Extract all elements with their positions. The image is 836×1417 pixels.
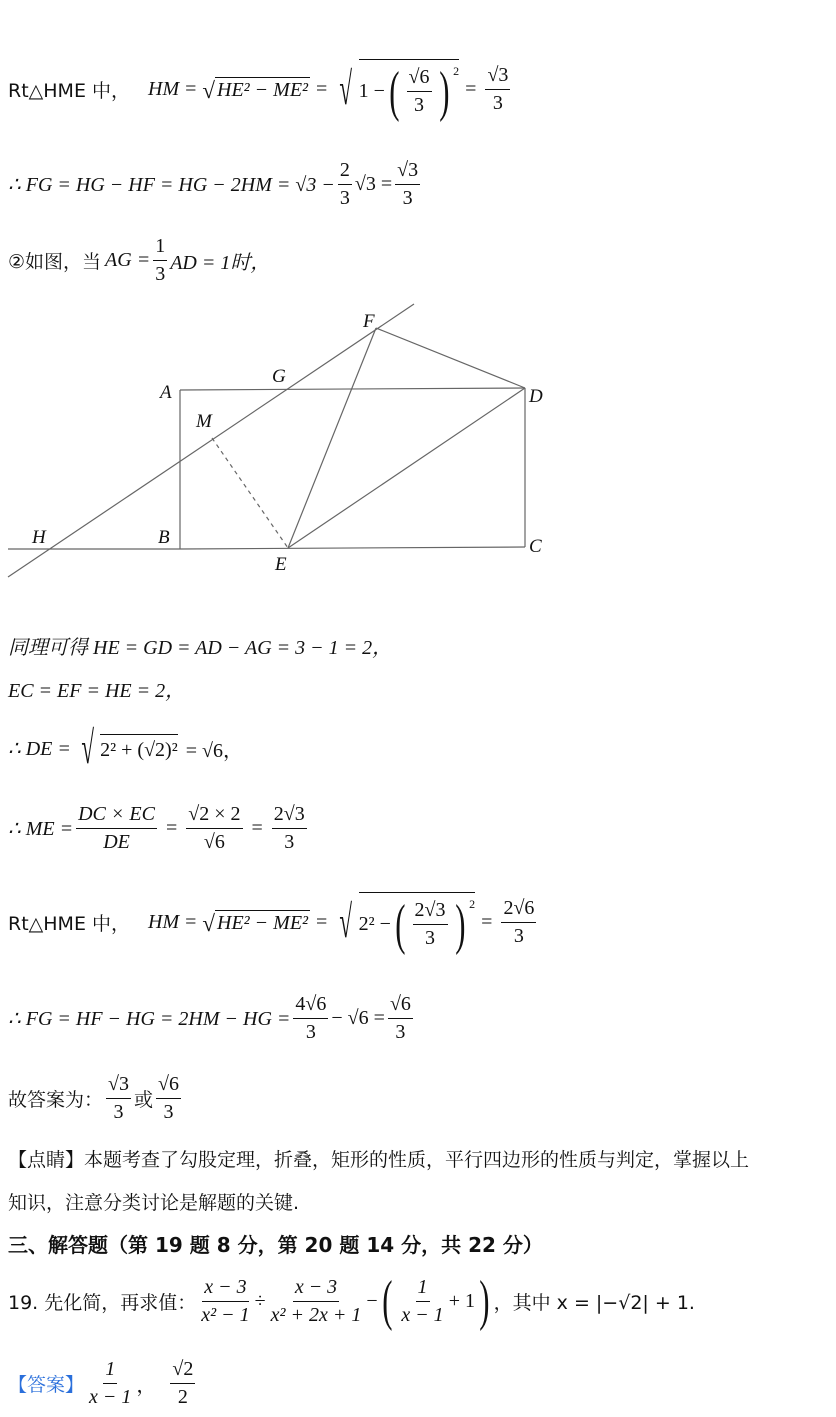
line-ed xyxy=(288,388,525,548)
line-rt-hme-2: Rt△HME 中， HM = √ HE² − ME² = √ 2² − ( $\frac{2√3}{3}$ ) $^2$ = $\frac{2√6}{3}$ xyxy=(8,893,535,956)
label-h: H xyxy=(32,527,46,548)
fraction: $\frac{4√6}{3}$ xyxy=(295,992,327,1043)
fraction: $\frac{√3}{3}$ xyxy=(397,158,419,209)
fraction: $\frac{2}{3}$ xyxy=(339,158,350,209)
line-he-gd: 同理可得 HE = GD = AD − AG = 3 − 1 = 2， xyxy=(8,636,393,659)
fraction: $\frac{√2 \times 2}{√6}$ xyxy=(188,802,241,853)
fraction: $\frac{x - 3}{\text{x² − 1}}$ xyxy=(201,1275,250,1326)
answer-line: 【答案】 $\frac{1}{x - 1}$ ， $\frac{√2}{2}$ xyxy=(8,1357,194,1408)
line-final-answer: 故答案为： $\frac{√3}{3}$ 或 $\frac{√6}{3}$ xyxy=(8,1072,179,1123)
label-d: D xyxy=(529,386,543,407)
comment-line-1: 【点睛】本题考查了勾股定理，折叠，矩形的性质，平行四边形的性质与判定，掌握以上 xyxy=(8,1148,750,1171)
line-hf xyxy=(8,304,414,577)
fraction: $\frac{1}{x - 1}$ xyxy=(89,1357,132,1408)
fraction: $\frac{1}{x - 1}$ xyxy=(401,1275,444,1326)
geometry-figure xyxy=(0,295,600,595)
label-c: C xyxy=(529,536,542,557)
fraction: $\frac{√6}{3}$ xyxy=(158,1072,179,1123)
label-g: G xyxy=(272,366,286,387)
fraction: $\frac{2√3}{3}$ xyxy=(414,899,446,949)
label-b: B xyxy=(158,527,170,548)
fraction: $\frac{√6}{3}$ xyxy=(408,66,430,116)
line-me xyxy=(212,438,288,548)
label-m: M xyxy=(196,411,212,432)
text: Rt△HME 中， xyxy=(8,79,130,102)
line-ec-ef: EC = EF = HE = 2， xyxy=(8,679,186,702)
fraction: $\frac{√3}{3}$ xyxy=(487,63,509,114)
line-de: ∴ DE = √ 2² + (√2)² = √6， xyxy=(8,722,243,773)
section-heading: 三、解答题（第 19 题 8 分，第 20 题 14 分，共 22 分） xyxy=(8,1232,543,1257)
sqrt: √ HE² − ME² xyxy=(202,910,309,936)
question-19: 19. 先化简，再求值： $\frac{x - 3}{\text{x² − 1}}$ ÷ $\frac{x - 3}{\text{x² + 2x + 1}}$ − ( $\frac{1}{x - 1}$ + 1 ) ，其中 x = |−√2| + 1. xyxy=(8,1270,695,1332)
comment-line-2: 知识，注意分类讨论是解题的关键. xyxy=(8,1191,300,1214)
label-f: F xyxy=(363,311,375,332)
line-me: ∴ ME = $\frac{DC \times EC}{DE}$ = $\frac{√2 \times 2}{√6}$ = $\frac{2√3}{3}$ xyxy=(8,802,305,853)
line-bc xyxy=(180,547,525,549)
fraction: $\frac{x - 3}{\text{x² + 2x + 1}}$ xyxy=(270,1275,362,1326)
math: HM xyxy=(148,77,180,100)
line-rt-hme-1: Rt△HME 中， HM = √ HE² − ME² = √ 1 − ( $\frac{√6}{3}$ ) $^2$ = $\frac{√3}{3}$ xyxy=(8,60,509,123)
line-fg-2: ∴ FG = HF − HG = 2HM − HG = $\frac{4√6}{3}$ − √6 = $\frac{√6}{3}$ xyxy=(8,992,411,1043)
answer-label: 【答案】 xyxy=(8,1373,85,1396)
fraction: $\frac{2√3}{3}$ xyxy=(273,802,305,853)
line-fg-1: ∴ FG = HG − HF = HG − 2HM = √3 − $\frac{2}{3}$ √3 = $\frac{√3}{3}$ xyxy=(8,158,419,209)
line-fe xyxy=(288,328,376,548)
fraction: $\frac{√2}{2}$ xyxy=(172,1357,194,1408)
fraction: $\frac{DC \times EC}{DE}$ xyxy=(78,802,155,853)
line-case-2: ②如图，当 AG = $\frac{1}{3}$ AD = 1时， xyxy=(8,234,271,285)
fraction: $\frac{1}{3}$ xyxy=(155,234,166,285)
fraction: $\frac{√6}{3}$ xyxy=(389,992,411,1043)
label-e: E xyxy=(275,554,287,575)
line-fd xyxy=(376,328,525,388)
fraction: $\frac{2√6}{3}$ xyxy=(503,896,535,947)
sqrt: √ HE² − ME² xyxy=(202,77,309,103)
fraction: $\frac{√3}{3}$ xyxy=(108,1072,129,1123)
label-a: A xyxy=(160,382,172,403)
